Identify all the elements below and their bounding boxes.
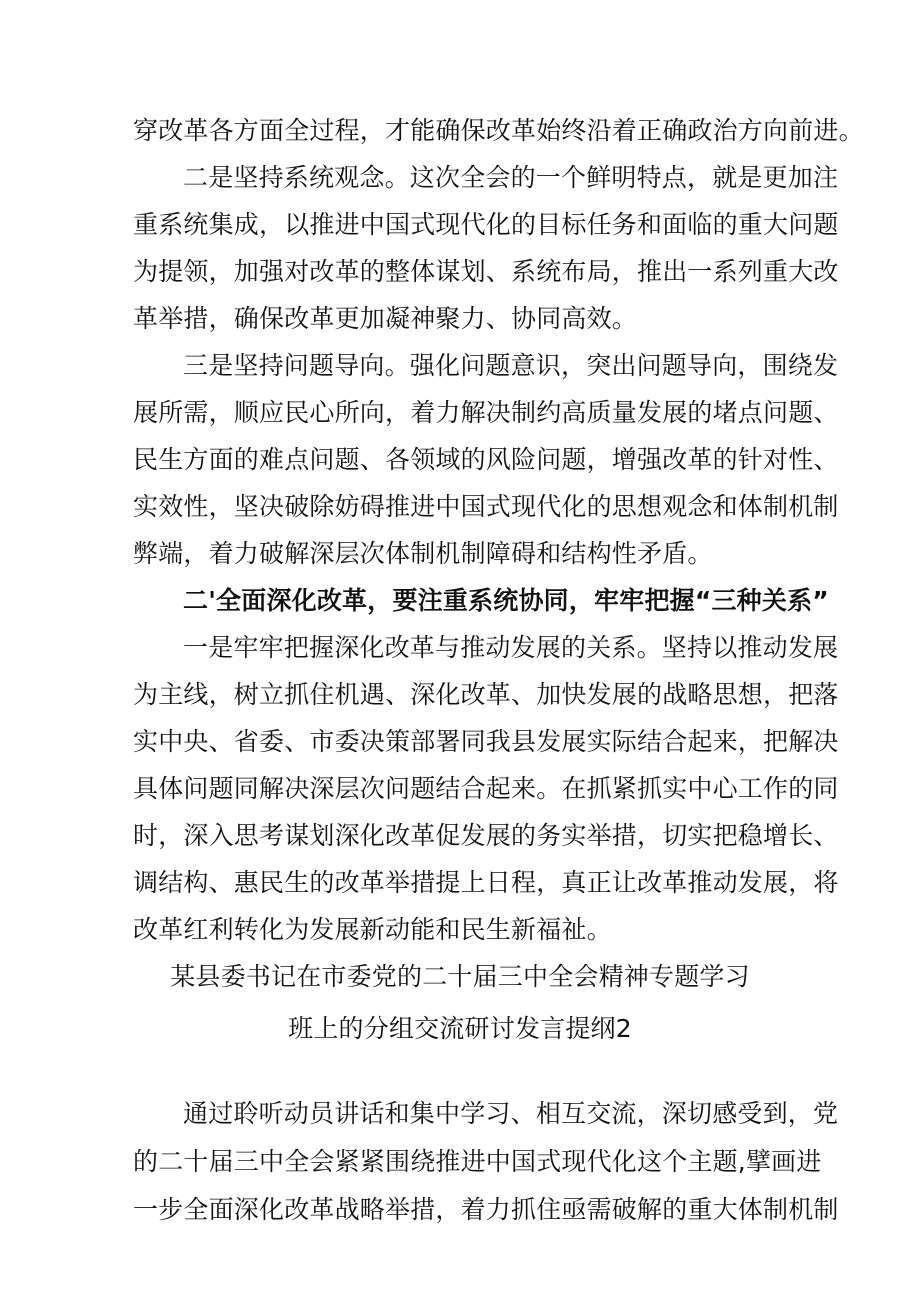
- paragraph-2-line-1: 二是坚持系统观念。这次全会的一个鲜明特点，就是更加注: [183, 163, 839, 192]
- body-line-1: 穿改革各方面全过程，才能确保改革始终沿着正确政治方向前进。: [133, 116, 864, 145]
- paragraph-2-line-4: 革举措，确保改革更加凝神聚力、协同高效。: [133, 304, 638, 333]
- paragraph-3-line-2: 展所需，顺应民心所向，着力解决制约高质量发展的堵点问题、: [133, 398, 839, 427]
- paragraph-2-line-3: 为提领，加强对改革的整体谋划、系统布局，推出一系列重大改: [133, 257, 839, 286]
- document-title-line-2: 班上的分组交流研讨发言提纲2: [288, 1014, 632, 1043]
- paragraph-2-line-2: 重系统集成，以推进中国式现代化的目标任务和面临的重大问题: [133, 210, 839, 239]
- paragraph-3-line-4: 实效性，坚决破除妨碍推进中国式现代化的思想观念和体制机制: [133, 492, 839, 521]
- paragraph-4-line-7: 改革红利转化为发展新动能和民生新福祉。: [133, 915, 612, 944]
- paragraph-4-line-4: 具体问题同解决深层次问题结合起来。在抓紧抓实中心工作的同: [133, 774, 839, 803]
- paragraph-3-line-5: 弊端，着力破解深层次体制机制障碍和结构性矛盾。: [133, 539, 713, 568]
- paragraph-3-line-3: 民生方面的难点问题、各领域的风险问题，增强改革的针对性、: [133, 445, 839, 474]
- intro-paragraph-line-1: 通过聆听动员讲话和集中学习、相互交流，深切感受到，党: [183, 1099, 839, 1128]
- intro-paragraph-line-3: 一步全面深化改革战略举措，着力抓住亟需破解的重大体制机制: [133, 1195, 839, 1224]
- document-title-line-1: 某县委书记在市委党的二十届三中全会精神专题学习: [170, 962, 750, 991]
- paragraph-4-line-2: 为主线，树立抓住机遇、深化改革、加快发展的战略思想，把落: [133, 680, 839, 709]
- section-heading: 二'全面深化改革，要注重系统协同，牢牢把握“三种关系”: [183, 586, 829, 615]
- paragraph-4-line-6: 调结构、惠民生的改革举措提上日程，真正让改革推动发展，将: [133, 868, 839, 897]
- paragraph-4-line-3: 实中央、省委、市委决策部署同我县发展实际结合起来，把解决: [133, 727, 839, 756]
- paragraph-4-line-5: 时，深入思考谋划深化改革促发展的务实举措，切实把稳增长、: [133, 821, 839, 850]
- paragraph-4-line-1: 一是牢牢把握深化改革与推动发展的关系。坚持以推动发展: [183, 633, 839, 662]
- paragraph-3-line-1: 三是坚持问题导向。强化问题意识，突出问题导向，围绕发: [183, 351, 839, 380]
- intro-paragraph-line-2: 的二十届三中全会紧紧围绕推进中国式现代化这个主题,擘画进: [133, 1147, 822, 1176]
